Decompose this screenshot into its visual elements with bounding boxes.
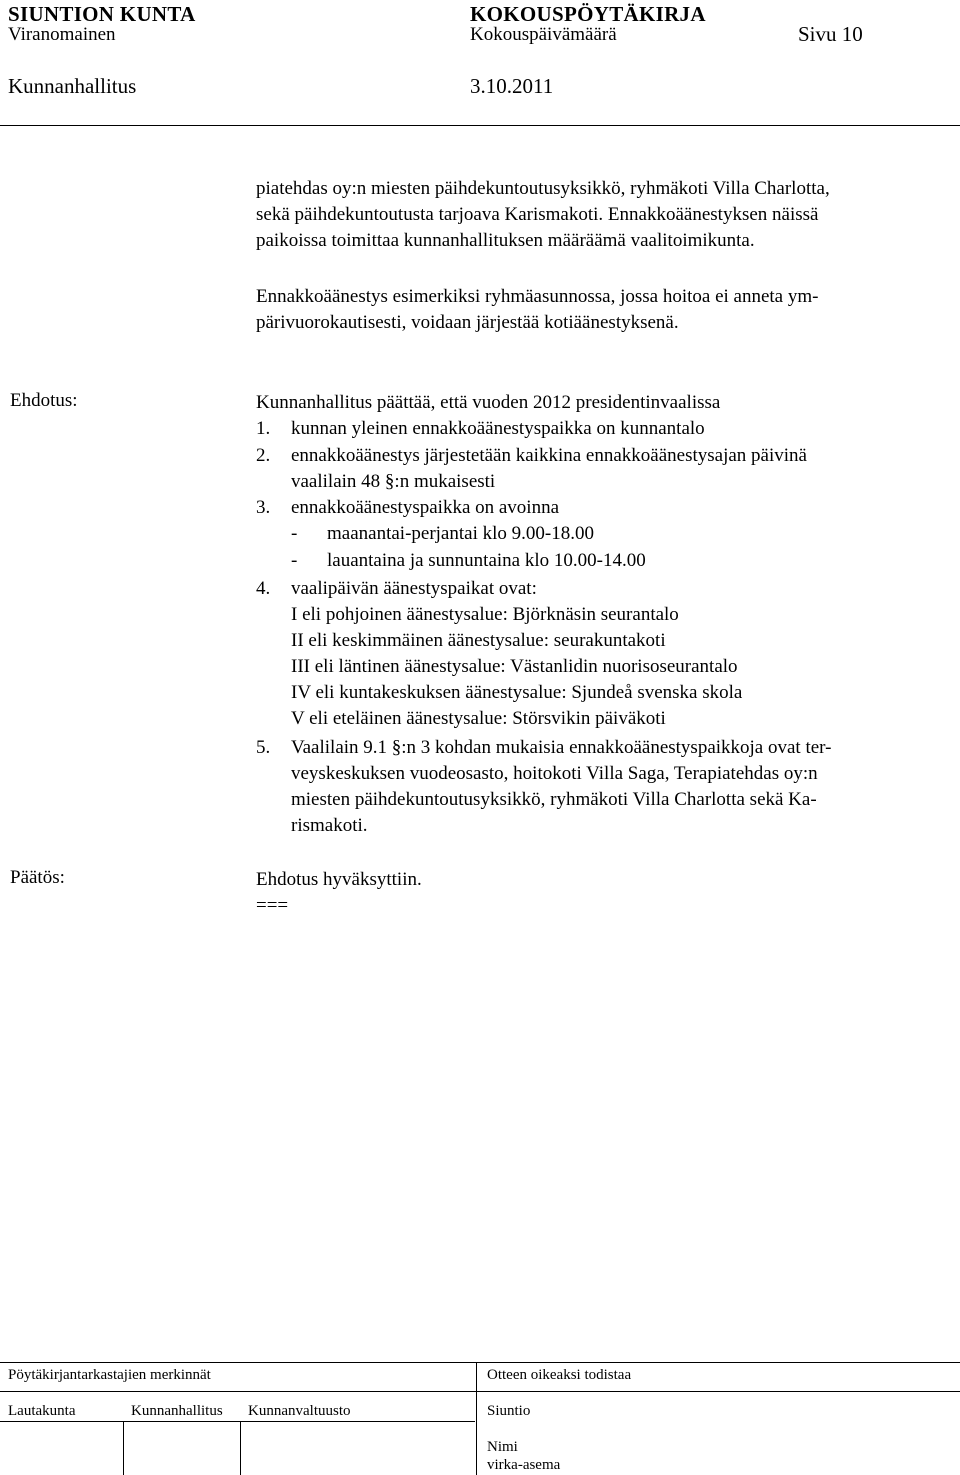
intro-paragraph [256,176,830,254]
polling-line: V eli eteläinen äänestysalue: Störsvikin päiväkoti [291,708,666,729]
proposal-item-list [291,735,831,839]
footer-mid-rule [0,1391,960,1392]
proposal-item-num: 4. [256,578,271,599]
polling-line: IV eli kuntakeskuksen äänestysalue: Sjundeå svenska skola [291,682,743,703]
intro-line: paikoissa toimittaa kunnanhallituksen määräämä vaalitoimikunta. [256,230,755,251]
polling-line: vaalipäivän äänestyspaikat ovat: [291,578,537,599]
authority-name: Kunnanhallitus [8,74,137,98]
hours-weekday: maanantai-perjantai klo 9.00-18.00 [327,523,594,544]
hours-weekend: lauantaina ja sunnuntaina klo 10.00-14.00 [327,550,646,571]
intro-line: sekä päihdekuntoutusta tarjoava Karismakoti. Ennakkoäänestyksen näissä [256,204,819,225]
meeting-date-label: Kokouspäivämäärä [470,24,617,45]
meeting-date: 3.10.2011 [470,74,554,98]
end-mark: === [256,895,289,916]
footer-col-board: Lautakunta [8,1403,76,1419]
footer-divider [123,1421,124,1475]
footer-divider [476,1362,477,1475]
footer-sign-rule [0,1421,475,1422]
proposal-item-num: 3. [256,497,271,518]
proposal-item-num: 1. [256,418,271,439]
item-line: miesten päihdekuntoutusyksikkö, ryhmäkoti Villa Charlotta sekä Ka- [291,789,817,810]
footer-top-rule [0,1362,960,1363]
footer-col-executive: Kunnanhallitus [131,1403,223,1419]
item-line: veyskeskuksen vuodeosasto, hoitokoti Villa Saga, Terapiatehdas oy:n [291,763,818,784]
proposal-item-text: vaalilain 48 §:n mukaisesti [291,471,496,492]
proposal-item-num: 2. [256,445,271,466]
proposal-lead: Kunnanhallitus päättää, että vuoden 2012 presidentinvaalissa [256,392,721,413]
item-line: Vaalilain 9.1 §:n 3 kohdan mukaisia ennakkoäänestyspaikkoja ovat ter- [291,737,832,758]
intro-line: piatehdas oy:n miesten päihdekuntoutusyksikkö, ryhmäkoti Villa Charlotta, [256,178,830,199]
authority-label: Viranomainen [8,24,116,45]
proposal-item-list [291,576,742,732]
decision-label: Päätös: [10,867,65,888]
decision-text: Ehdotus hyväksyttiin. [256,869,422,890]
org-name: SIUNTION KUNTA [8,2,196,26]
intro-line: pärivuorokautisesti, voidaan järjestää kotiäänestyksenä. [256,312,679,333]
proposal-item-text: ennakkoäänestyspaikka on avoinna [291,497,560,518]
footer-col-council: Kunnanvaltuusto [248,1403,351,1419]
proposal-item-text: ennakkoäänestys järjestetään kaikkina ennakkoäänestysajan päivinä [291,445,807,466]
intro-line: Ennakkoäänestys esimerkiksi ryhmäasunnossa, jossa hoitoa ei anneta ym- [256,286,819,307]
proposal-item-text: kunnan yleinen ennakkoäänestyspaikka on kunnantalo [291,418,705,439]
page-number: Sivu 10 [798,22,863,46]
proposal-item-num: 5. [256,737,271,758]
certified-label: Otteen oikeaksi todistaa [487,1367,632,1383]
footer-divider [240,1421,241,1475]
header-divider [0,125,960,126]
hours-dash: - [291,523,298,544]
polling-line: III eli läntinen äänestysalue: Västanlidin nuorisoseurantalo [291,656,738,677]
hours-dash: - [291,550,298,571]
polling-line: II eli keskimmäinen äänestysalue: seurakuntakoti [291,630,666,651]
item-line: rismakoti. [291,815,368,836]
certifier-name-label: Nimi [487,1439,518,1455]
polling-line: I eli pohjoinen äänestysalue: Björknäsin seurantalo [291,604,679,625]
intro-paragraph-2 [256,284,818,336]
certified-place: Siuntio [487,1403,531,1419]
certifier-position-label: virka-asema [487,1457,561,1473]
proposal-label: Ehdotus: [10,390,78,411]
reviewers-label: Pöytäkirjantarkastajien merkinnät [8,1367,211,1383]
doc-type: KOKOUSPÖYTÄKIRJA [470,2,706,26]
